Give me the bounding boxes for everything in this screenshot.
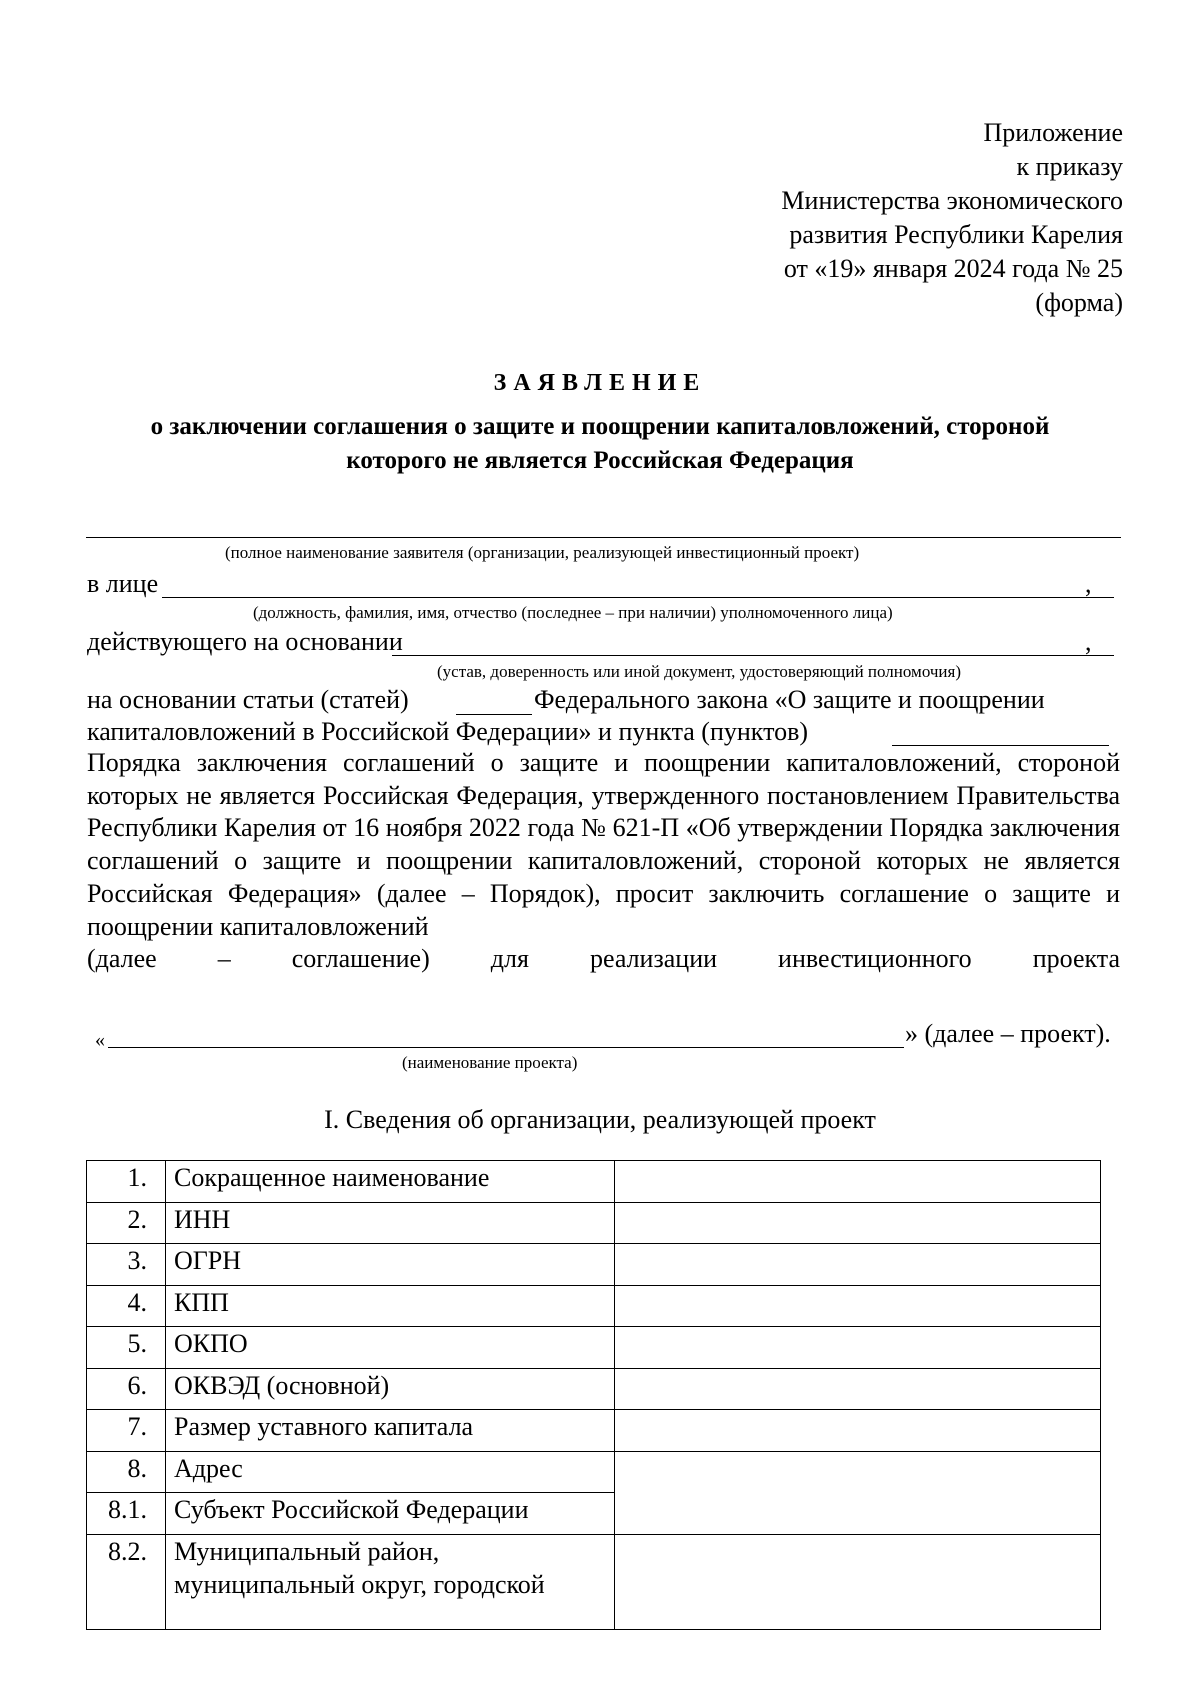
row-number: 1. <box>87 1161 166 1203</box>
person-caption: (должность, фамилия, имя, отчество (последнее – при наличии) уполномоченного лица) <box>253 603 893 622</box>
appendix-line: развития Республики Карелия <box>789 220 1123 249</box>
applicant-name-field[interactable] <box>86 537 1121 538</box>
row-label: Адрес <box>166 1451 615 1493</box>
row-label: ОКПО <box>166 1327 615 1369</box>
applicant-caption: (полное наименование заявителя (организации, реализующей инвестиционный проект) <box>225 543 860 562</box>
appendix-line: к приказу <box>1016 152 1123 181</box>
appendix-line: Приложение <box>983 118 1123 147</box>
table-row <box>87 1285 1101 1327</box>
row-number: 2. <box>87 1202 166 1244</box>
table-row <box>87 1327 1101 1369</box>
row-number: 5. <box>87 1327 166 1369</box>
row-label: Субъект Российской Федерации <box>166 1493 615 1535</box>
row-value-cell[interactable] <box>615 1410 1101 1452</box>
project-close: » (далее – проект). <box>905 1019 1111 1048</box>
row-value-cell[interactable] <box>615 1368 1101 1410</box>
row-number: 3. <box>87 1244 166 1286</box>
project-caption: (наименование проекта) <box>402 1053 578 1072</box>
subtitle-line: о заключении соглашения о защите и поощрении капиталовложений, стороной <box>150 413 1050 440</box>
document-subtitle <box>80 410 1120 478</box>
row-label: ОГРН <box>166 1244 615 1286</box>
comma: , <box>1085 627 1092 656</box>
document-title: ЗАЯВЛЕНИЕ <box>493 370 707 396</box>
row-number: 8.1. <box>87 1493 166 1535</box>
section-title: I. Сведения об организации, реализующей проект <box>324 1105 876 1134</box>
row-number: 7. <box>87 1410 166 1452</box>
row-value-cell[interactable] <box>615 1451 1101 1534</box>
table-row <box>87 1410 1101 1452</box>
table-row <box>87 1202 1101 1244</box>
table-row <box>87 1244 1101 1286</box>
row-value-cell[interactable] <box>615 1244 1101 1286</box>
row-label: Сокращенное наименование <box>166 1161 615 1203</box>
table-row <box>87 1161 1101 1203</box>
comma: , <box>1085 569 1092 598</box>
basis-document-field[interactable] <box>392 655 1114 656</box>
row-value-cell[interactable] <box>615 1285 1101 1327</box>
article-field[interactable] <box>456 714 532 715</box>
row-value-cell[interactable] <box>615 1161 1101 1203</box>
open-quote: « <box>95 1029 105 1051</box>
row-label: Размер уставного капитала <box>166 1410 615 1452</box>
appendix-line: (форма) <box>1035 288 1123 317</box>
row-label: Муниципальный район, муниципальный округ, городской <box>166 1534 615 1629</box>
appendix-line: от «19» января 2024 года № 25 <box>783 254 1123 283</box>
row-label: КПП <box>166 1285 615 1327</box>
row-value-cell[interactable] <box>615 1534 1101 1629</box>
body-line-1b: Федерального закона «О защите и поощрении <box>534 685 1045 714</box>
body-paragraph-last-line: (далее – соглашение) для реализации инвестиционного проекта <box>87 944 1120 974</box>
table-row <box>87 1451 1101 1493</box>
basis-label: действующего на основании <box>87 627 403 656</box>
row-number: 8.2. <box>87 1534 166 1629</box>
appendix-block <box>781 116 1123 320</box>
table-row <box>87 1534 1101 1629</box>
representative-field[interactable] <box>162 597 1114 598</box>
paragraph-points-field[interactable] <box>892 745 1109 746</box>
basis-caption: (устав, доверенность или иной документ, удостоверяющий полномочия) <box>437 662 962 681</box>
body-line-2: капиталовложений в Российской Федерации» и пункта (пунктов) <box>87 717 809 746</box>
body-paragraph-text: Порядка заключения соглашений о защите и поощрении капиталовложений, стороной которых не является Российская Федерация, утвержденного постановлением Правительства Республики Карелия от 16 ноября 2022 года № 621-П «Об утверждении Порядка заключения соглашений о защите и поощрении капиталовложений, стороной которых не является Российская Федерация» (далее – Порядок), просит заключить соглашение о защите и поощрении капиталовложений <box>87 748 1120 941</box>
row-value-cell[interactable] <box>615 1327 1101 1369</box>
table-row <box>87 1368 1101 1410</box>
in-person-label: в лице <box>87 569 159 598</box>
appendix-line: Министерства экономического <box>781 186 1123 215</box>
body-paragraph <box>87 747 1120 976</box>
row-label: ИНН <box>166 1202 615 1244</box>
body-line-1a: на основании статьи (статей) <box>87 685 409 714</box>
row-number: 4. <box>87 1285 166 1327</box>
subtitle-line: которого не является Российская Федерация <box>346 447 854 474</box>
row-number: 8. <box>87 1451 166 1493</box>
row-label: ОКВЭД (основной) <box>166 1368 615 1410</box>
organization-info-table <box>86 1160 1101 1630</box>
row-number: 6. <box>87 1368 166 1410</box>
row-value-cell[interactable] <box>615 1202 1101 1244</box>
project-name-field[interactable] <box>108 1047 904 1048</box>
